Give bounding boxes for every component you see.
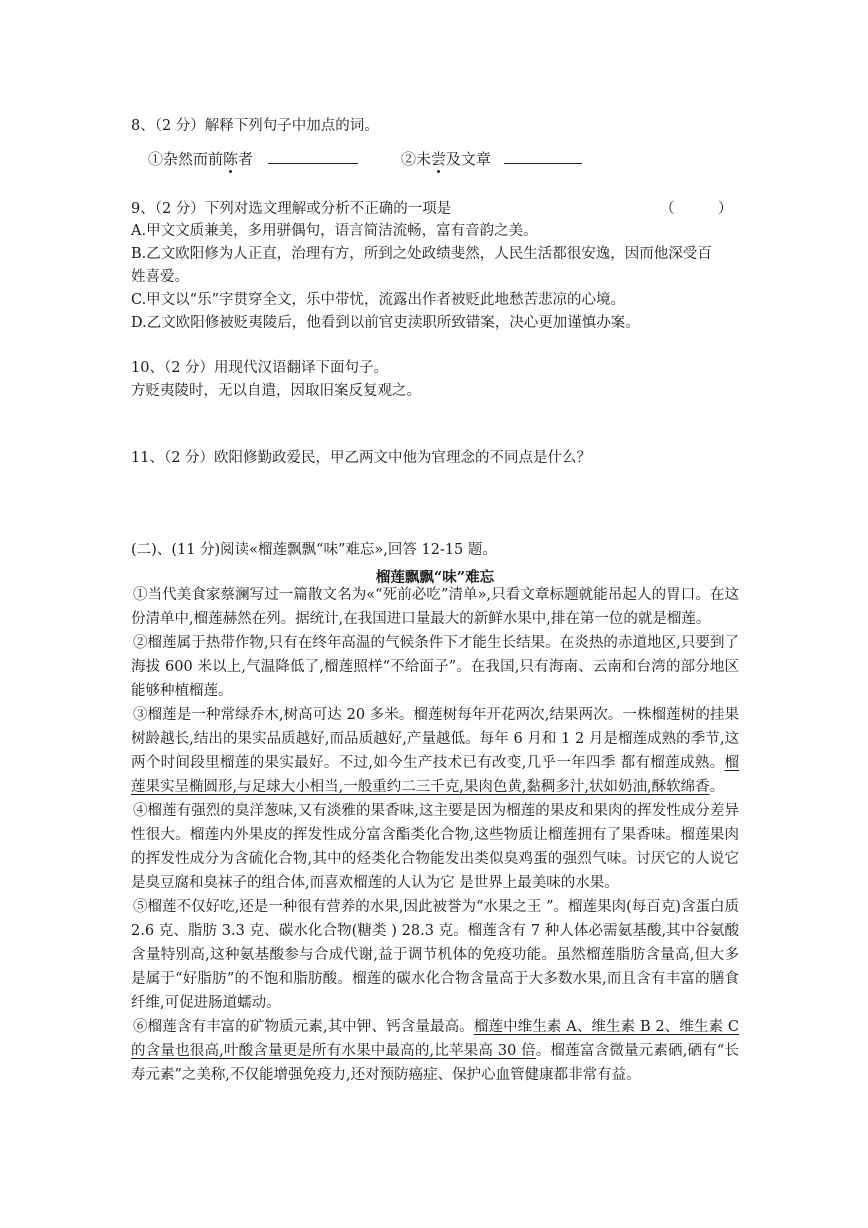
paragraph-3 (131, 703, 739, 799)
paragraph-6 (131, 1015, 739, 1087)
q8-stem: 8、（2 分）解释下列句子中加点的词。 (131, 118, 379, 134)
paragraph-5: ⑤榴莲不仅好吃,还是一种很有营养的水果,因此被誉为“水果之王 ”。榴莲果肉(每百克)含蛋白质 2.6 克、脂肪 3.3 克、碳水化合物(糖类 ) 28.3 克。榴莲含有 7 种人体必需氨基酸,其中谷氨酸含量特别高,这种氨基酸参与合成代谢,益于调节机体的免疫功能。虽然榴莲脂肪含量高,但大多是属于“好脂肪”的不饱和脂肪酸。榴莲的碳水化合物含量高于大多数水果,而且含有丰富的膳食纤维,可促进肠道蠕动。 (131, 899, 739, 1011)
q8-item-2 (401, 149, 582, 167)
q9-option-d: D.乙文欧阳修被贬夷陵后，他看到以前官吏渎职所致错案，决心更加谨慎办案。 (131, 315, 640, 331)
paragraph-6-end: 。榴莲富含微量元素硒,硒有“长寿元素”之美称,不仅能增强免疫力,还对预防癌症、保护心血管健康都非常有益。 (131, 1043, 739, 1083)
q8-item2-post: 及文章 (446, 150, 492, 168)
q8-answer-blank-2[interactable] (504, 149, 582, 164)
q10-sentence: 方贬夷陵时，无以自遣，因取旧案反复观之。 (131, 383, 421, 399)
paragraph-6-text: ⑥榴莲含有丰富的矿物质元素,其中钾、钙含量最高。 (133, 1019, 474, 1035)
paragraph-3-end: 。 (709, 779, 725, 795)
q9-option-b-cont: 姓喜爱。 (131, 269, 189, 285)
q11-stem: 11、（2 分）欧阳修勤政爱民，甲乙两文中他为官理念的不同点是什么？ (131, 450, 592, 466)
q9-option-a: A.甲文文质兼美，多用骈偶句，语言简洁流畅，富有音韵之美。 (131, 223, 538, 239)
q10-stem: 10、（2 分）用现代汉语翻译下面句子。 (131, 360, 389, 376)
paragraph-1: ①当代美食家蔡澜写过一篇散文名为«“死前必吃”清单»,只看文章标题就能吊起人的胃口。在这份清单中,榴莲赫然在列。据统计,在我国进口量最大的新鲜水果中,排在第一位的就是榴莲。 (131, 587, 739, 627)
paragraph-3-underlined: 榴莲果实呈椭圆形,与足球大小相当,一般重约二三千克,果肉色黄,黏稠多汁,状如奶油,酥软绵香 (131, 755, 739, 795)
q8-item2-pre: ②未 (401, 150, 432, 168)
q9-stem: 9、（2 分）下列对选文理解或分析不正确的一项是 (131, 201, 452, 217)
article-body (131, 583, 739, 1087)
paragraph-2: ②榴莲属于热带作物,只有在终年高温的气候条件下才能生长结果。在炎热的赤道地区,只要到了海拔 600 米以上,气温降低了,榴莲照样“不给面子”。在我国,只有海南、云南和台湾的部分地区能够种植榴莲。 (131, 635, 739, 699)
q8-item1-dotted-word: 陈 (223, 150, 239, 168)
paragraph-4: ④榴莲有强烈的臭洋葱味,又有淡雅的果香味,这主要是因为榴莲的果皮和果肉的挥发性成分差异性很大。榴莲内外果皮的挥发性成分富含酯类化合物,这些物质让榴莲拥有了果香味。榴莲果肉的挥发性成分为含硫化合物,其中的烃类化合物能发出类似臭鸡蛋的强烈气味。讨厌它的人说它是臭豆腐和臭袜子的组合体,而喜欢榴莲的人认为它 是世界上最美味的水果。 (131, 803, 739, 891)
section2-heading: (二)、(11 分)阅读«榴莲飘飘“味”难忘»,回答 12-15 题。 (131, 542, 497, 558)
q8-item1-post: 者 (238, 150, 254, 168)
article-title: 榴莲飘飘“味”难忘 (375, 569, 495, 586)
q9-option-b: B.乙文欧阳修为人正直，治理有方，所到之处政绩斐然，人民生活都很安逸，因而他深受百 (131, 246, 712, 262)
paragraph-6-underlined: 榴莲中维生素 A、维生素 B 2、维生素 C 的含量也很高,叶酸含量更是所有水果中最高的,比苹果高 30 倍 (131, 1019, 739, 1059)
q9-answer-paren[interactable]: （ ） (660, 201, 733, 217)
q8-item1-pre: ①杂然而前 (148, 150, 224, 168)
q8-item2-dotted-word: 尝 (431, 150, 447, 168)
q8-item-1 (148, 149, 358, 167)
paragraph-3-text: ③榴莲是一种常绿乔木,树高可达 20 多米。榴莲树每年开花两次,结果两次。一株榴莲树的挂果树龄越长,结出的果实品质越好,而品质越好,产量越低。每年 6 月和 1 2 月是榴莲成熟的季节,这两个时间段里榴莲的果实最好。不过,如今生产技术已有改变,几乎一年四季 都有榴莲成熟。 (131, 707, 739, 771)
q8-answer-blank-1[interactable] (268, 149, 358, 164)
q9-option-c: C.甲文以“乐”字贯穿全文，乐中带忧，流露出作者被贬此地愁苦悲凉的心境。 (131, 292, 626, 308)
